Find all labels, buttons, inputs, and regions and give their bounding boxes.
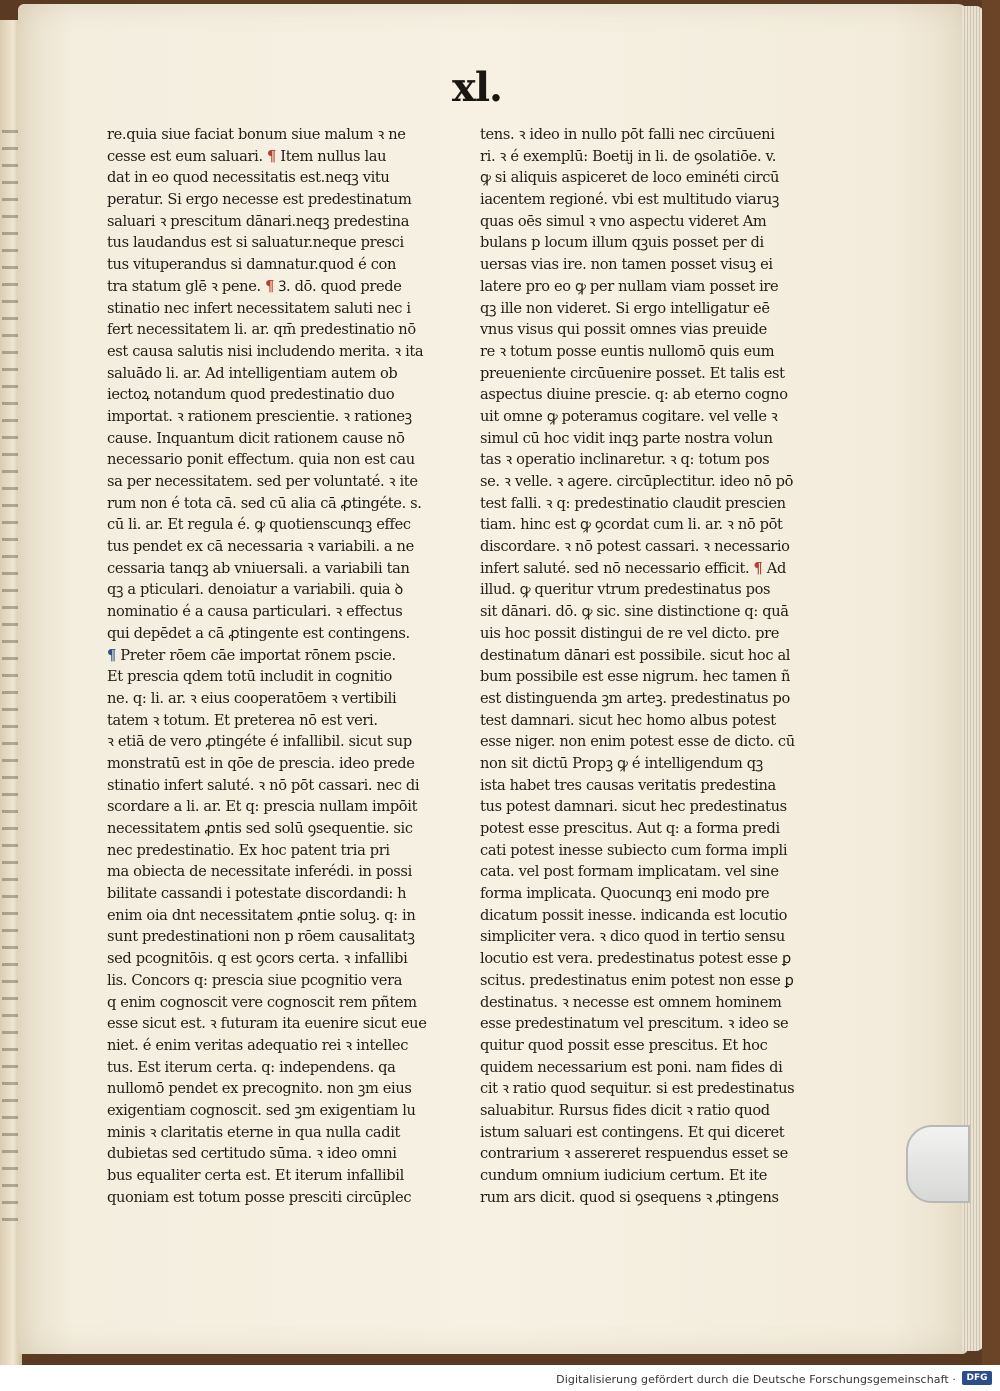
text-line: tus vituperandus si damnatur.quod é con xyxy=(107,256,397,274)
text-line: vnus visus qui possit omnes vias preuide xyxy=(480,321,767,339)
text-line: qꝫ a pticulari. denoiatur a variabili. quia ꝺ xyxy=(107,581,403,599)
text-line: sed pcognitōis. q est ꝯcors certa. ꝛ infallibi xyxy=(107,950,408,968)
text-line: ꝛ etiā de vero ꝓtingéte é infallibil. sicut sup xyxy=(107,733,412,751)
text-line: infert saluté. sed nō necessario efficit. ¶ Ad xyxy=(480,559,786,577)
text-line: quidem necessarium est poni. nam fides di xyxy=(480,1058,783,1076)
text-line: quoniam est totum posse presciti circūplec xyxy=(107,1188,412,1206)
text-line: qui depēdet a cā ꝓtingente est contingens. xyxy=(107,624,410,642)
text-line: saluari ꝛ prescitum dānari.neqꝫ predestina xyxy=(107,212,410,230)
text-line: importat. ꝛ rationem prescientie. ꝛ rationeꝫ xyxy=(107,407,412,425)
text-line: uersas vias ire. non tamen posset visuꝫ ei xyxy=(480,256,773,274)
binding-board xyxy=(982,0,1000,1365)
text-line: dicatum possit inesse. indicanda est locutio xyxy=(480,906,788,924)
text-line: cati potest inesse subiecto cum forma impli xyxy=(480,841,788,859)
text-line: tens. ꝛ ideo in nullo pōt falli nec circūueni xyxy=(480,126,775,143)
text-line: istum saluari est contingens. Et qui diceret xyxy=(480,1123,785,1141)
text-line: enim oia dnt necessitatem ꝓntie soluꝫ. q: in xyxy=(107,906,416,924)
text-line: bus equaliter certa est. Et iterum infallibil xyxy=(107,1167,404,1184)
text-line: stinatio infert saluté. ꝛ nō pōt cassari. nec di xyxy=(107,776,420,794)
text-line: peratur. Si ergo necesse est predestinatum xyxy=(107,191,412,209)
text-line: se. ꝛ velle. ꝛ agere. circūplectitur. ideo nō pō xyxy=(480,473,794,490)
text-line: cundum omnium iudicium certum. Et ite xyxy=(480,1167,768,1184)
text-line: latere pro eo ꝙ per nullam viam posset ire xyxy=(480,277,779,295)
text-line: dubietas sed certitudo sūma. ꝛ ideo omni xyxy=(107,1145,397,1163)
text-line: ma obiecta de necessitate inferédi. in possi xyxy=(107,863,412,881)
text-line: Et prescia qdem totū includit in cognitio xyxy=(107,668,392,686)
text-line: tus potest damnari. sicut hec predestinatus xyxy=(480,798,787,816)
text-line: tus laudandus est si saluatur.neque presci xyxy=(107,234,404,252)
text-line: discordare. ꝛ nō potest cassari. ꝛ necessario xyxy=(480,538,790,556)
text-line: saluādo li. ar. Ad intelligentiam autem ob xyxy=(107,364,398,382)
text-line: illud. ꝙ queritur vtrum predestinatus pos xyxy=(480,581,771,599)
text-line: necessitatem ꝓntis sed solū ꝯsequentie. sic xyxy=(107,820,413,837)
text-line: non sit dictū Propꝫ ꝙ é intelligendum qꝫ xyxy=(480,754,763,772)
text-line: rum non é tota cā. sed cū alia cā ꝓtingéte. s. xyxy=(107,494,422,512)
text-line: test falli. ꝛ q: predestinatio claudit prescien xyxy=(480,494,786,512)
text-line: esse sicut est. ꝛ futuram ita euenire sicut eue xyxy=(107,1015,427,1033)
text-line: aspectus diuine prescie. q: ab eterno cogno xyxy=(480,386,788,404)
text-line: scitus. predestinatus enim potest non esse ꝑ xyxy=(480,971,794,989)
dfg-logo: DFG xyxy=(962,1371,992,1385)
text-line: contrarium ꝛ assereret respuendus esset se xyxy=(480,1145,788,1163)
text-line: ¶ Preter rōem cāe importat rōnem pscie. xyxy=(107,646,396,664)
text-line: cū li. ar. Et regula é. ꝙ quotienscunqꝫ effec xyxy=(107,516,411,534)
text-line: simul cū hoc vidit inqꝫ parte nostra volun xyxy=(480,429,773,447)
text-line: bulans p locum illum qꝫuis posset per di xyxy=(480,234,764,252)
text-line: bilitate cassandi i potestate discordandi: h xyxy=(107,885,407,903)
text-line: potest esse prescitus. Aut q: a forma predi xyxy=(480,820,780,837)
text-line: exigentiam cognoscit. sed ꝫm exigentiam lu xyxy=(107,1101,416,1119)
text-line: simpliciter vera. ꝛ dico quod in tertio sensu xyxy=(480,928,785,946)
text-line: sunt predestinationi non p rōem causalitatꝫ xyxy=(107,928,415,946)
text-line: destinatum dānari est possibile. sicut hoc al xyxy=(480,646,791,664)
text-line: quas oēs simul ꝛ vno aspectu videret Am xyxy=(480,212,767,230)
text-line: nullomō pendet ex precognito. non ꝫm eius xyxy=(107,1080,412,1098)
text-line: minis ꝛ claritatis eterne in qua nulla cadit xyxy=(107,1123,401,1141)
text-line: ri. ꝛ é exemplū: Boetij in li. de ꝯsolatiōe. v. xyxy=(480,147,776,165)
text-line: iectoꝝ notandum quod predestinatio duo xyxy=(107,386,395,404)
text-line: scordare a li. ar. Et q: prescia nullam impōit xyxy=(107,798,418,816)
text-line: ista habet tres causas veritatis predestina xyxy=(480,776,776,794)
text-line: cause. Inquantum dicit rationem cause nō xyxy=(107,429,405,447)
footer-bar xyxy=(0,1365,1000,1391)
text-line: sa per necessitatem. sed per voluntaté. ꝛ ite xyxy=(107,473,418,490)
text-line: tiam. hinc est ꝙ ꝯcordat cum li. ar. ꝛ nō pōt xyxy=(480,516,783,534)
text-line: tus pendet ex cā necessaria ꝛ variabili. a ne xyxy=(107,538,414,556)
text-line: sit dānari. dō. ꝙ sic. sine distinctione q: quā xyxy=(480,603,789,621)
text-line: esse predestinatum vel prescitum. ꝛ ideo se xyxy=(480,1015,789,1033)
text-line: stinatio nec infert necessitatem saluti nec i xyxy=(107,299,411,317)
text-line: locutio est vera. predestinatus potest esse ꝑ xyxy=(480,950,791,968)
text-line: re ꝛ totum posse euntis nullomō quis eum xyxy=(480,342,775,360)
text-line: ꝙ si aliquis aspiceret de loco eminéti circū xyxy=(480,169,780,187)
funding-credit: Digitalisierung gefördert durch die Deutsche Forschungsgemeinschaft · xyxy=(556,1373,956,1386)
text-line: re.quia siue faciat bonum siue malum ꝛ ne xyxy=(107,126,406,143)
text-line: preueniente circūuenire posset. Et talis est xyxy=(480,364,785,382)
text-line: cesse est eum saluari. ¶ Item nullus lau xyxy=(107,147,387,165)
folio-number: xl. xyxy=(452,64,502,111)
text-line: tatem ꝛ totum. Et preterea nō est veri. xyxy=(107,711,378,729)
text-line: bum possibile est esse nigrum. hec tamen ñ xyxy=(480,668,790,686)
text-line: est causa salutis nisi includendo merita. ꝛ ita xyxy=(107,342,424,360)
text-line: iacentem regioné. vbi est multitudo viaruꝫ xyxy=(480,191,780,209)
text-line: necessario ponit effectum. quia non est cau xyxy=(107,451,415,469)
text-line: nec predestinatio. Ex hoc patent tria pri xyxy=(107,841,390,859)
text-line: tas ꝛ operatio inclinaretur. ꝛ q: totum pos xyxy=(480,451,770,469)
text-line: destinatus. ꝛ necesse est omnem hominem xyxy=(480,993,782,1011)
text-line: tus. Est iterum certa. q: independens. qa xyxy=(107,1058,396,1076)
text-column-right xyxy=(480,124,826,1208)
text-line: niet. é enim veritas adequatio rei ꝛ intellec xyxy=(107,1036,409,1054)
text-line: ne. q: li. ar. ꝛ eius cooperatōem ꝛ vertibili xyxy=(107,689,397,707)
text-line: forma implicata. Quocunqꝫ eni modo pre xyxy=(480,885,770,903)
text-line: est distinguenda ꝫm arteꝫ. predestinatus po xyxy=(480,689,790,707)
text-line: dat in eo quod necessitatis est.neqꝫ vitu xyxy=(107,169,390,187)
text-line: lis. Concors q: prescia siue pcognitio vera xyxy=(107,971,403,989)
text-line: fert necessitatem li. ar. qm̄ predestinatio nō xyxy=(107,321,416,339)
page-clip xyxy=(906,1125,970,1203)
text-line: uit omne ꝙ poteramus cogitare. vel velle ꝛ xyxy=(480,407,778,425)
text-line: tra statum glē ꝛ pene. ¶ Ꝫ. dō. quod prede xyxy=(107,277,402,295)
text-column-left xyxy=(107,124,457,1208)
text-line: esse niger. non enim potest esse de dicto. cū xyxy=(480,733,795,751)
text-line: quitur quod possit esse prescitus. Et hoc xyxy=(480,1036,768,1054)
text-line: rum ars dicit. quod si ꝯsequens ꝛ ꝓtingens xyxy=(480,1188,779,1206)
text-line: uis hoc possit distingui de re vel dicto. pre xyxy=(480,624,780,642)
text-line: test damnari. sicut hec homo albus potest xyxy=(480,711,776,729)
text-line: cit ꝛ ratio quod sequitur. si est predestinatus xyxy=(480,1080,795,1098)
text-line: cessaria tanqꝫ ab vniuersali. a variabili tan xyxy=(107,559,410,577)
text-line: qꝫ ille non videret. Si ergo intelligatur eē xyxy=(480,299,770,317)
text-line: saluabitur. Rursus fides dicit ꝛ ratio quod xyxy=(480,1101,770,1119)
text-line: cata. vel post formam implicatam. vel sine xyxy=(480,863,779,881)
text-line: q enim cognoscit vere cognoscit rem pñtem xyxy=(107,993,417,1011)
text-line: monstratū est in qōe de prescia. ideo prede xyxy=(107,754,415,772)
text-line: nominatio é a causa particulari. ꝛ effectus xyxy=(107,603,403,621)
